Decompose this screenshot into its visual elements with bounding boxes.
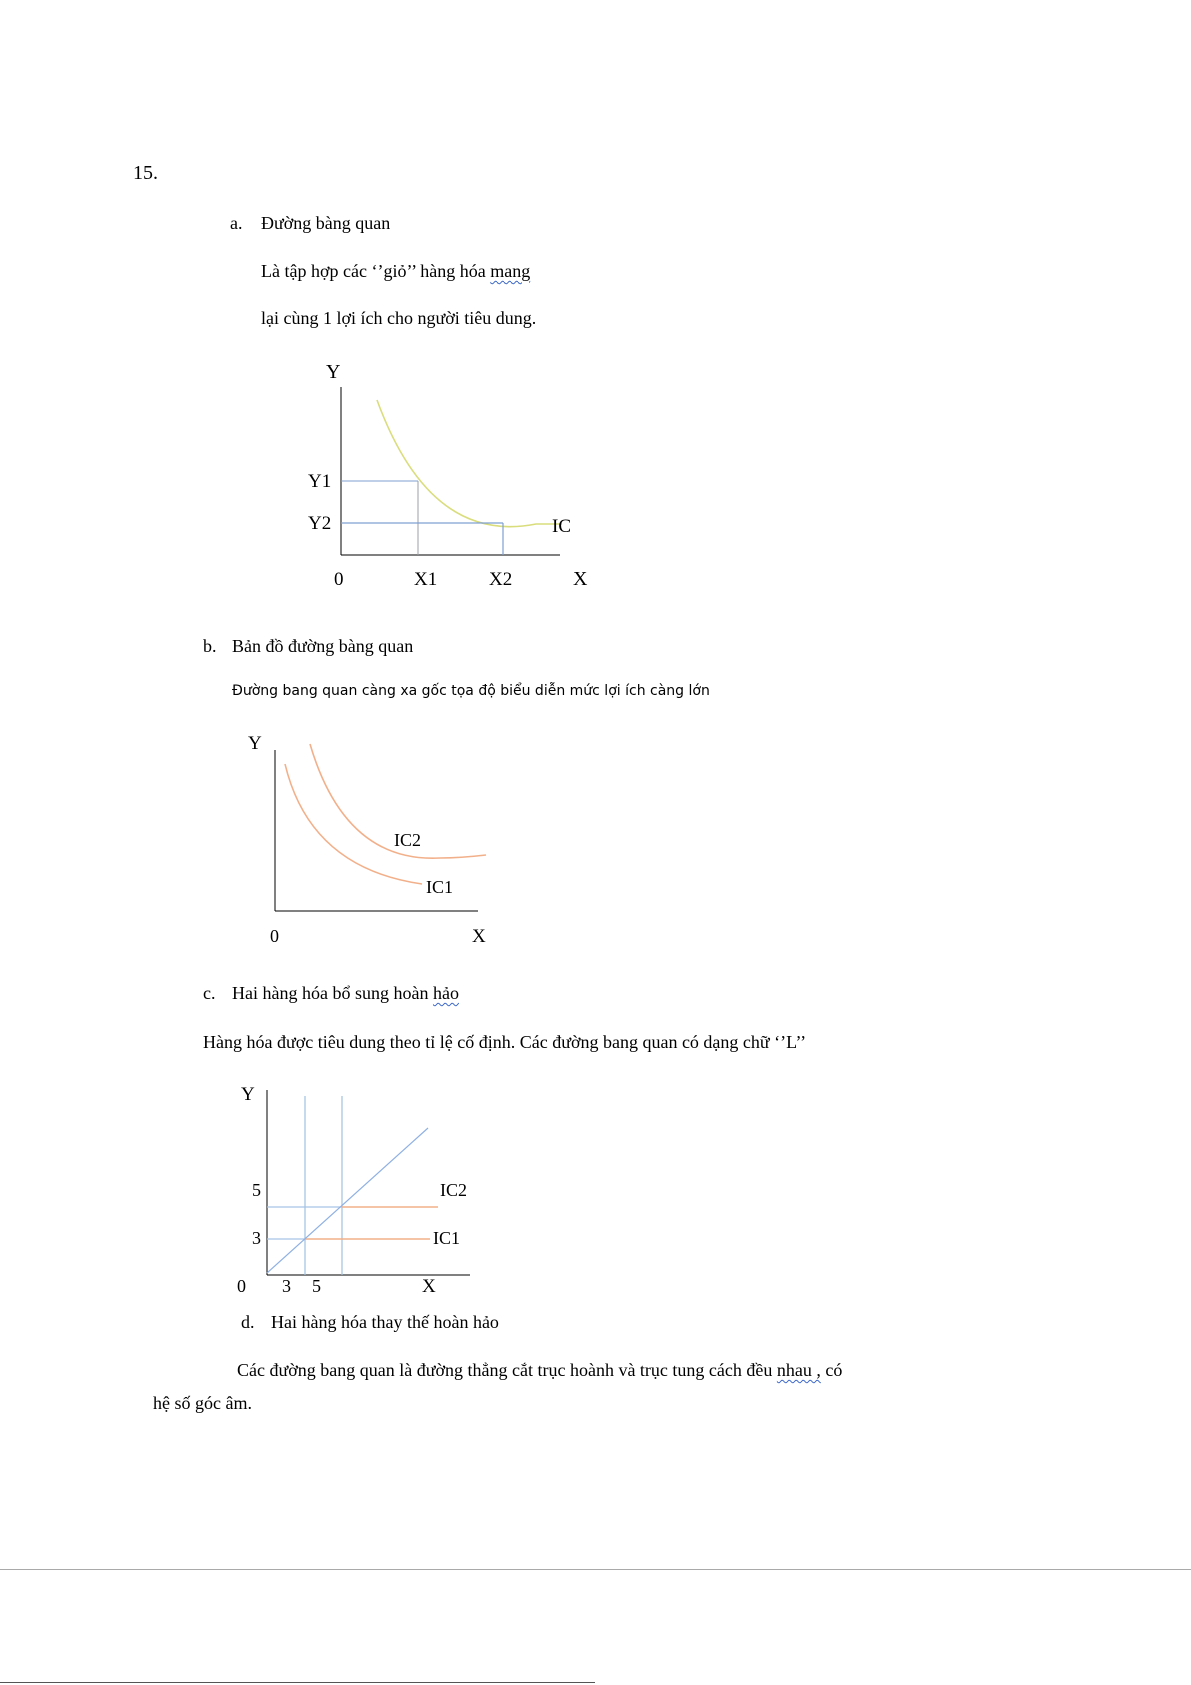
indifference-curve-chart bbox=[290, 355, 600, 595]
y-axis-label: Y bbox=[241, 1084, 255, 1105]
indifference-curve-ic bbox=[377, 400, 562, 527]
origin-label: 0 bbox=[237, 1276, 246, 1296]
section-d-body-line1-text: Các đường bang quan là đường thẳng cắt trục hoành và trục tung cách đều bbox=[237, 1360, 777, 1380]
origin-label: 0 bbox=[270, 926, 279, 946]
spellcheck-underlined-word: nhau , bbox=[776, 1360, 821, 1380]
section-d-letter: d. bbox=[241, 1312, 255, 1332]
expansion-ray bbox=[267, 1128, 428, 1273]
section-a-body-line2: lại cùng 1 lợi ích cho người tiêu dung. bbox=[261, 308, 537, 328]
y-axis-label: Y bbox=[248, 733, 262, 754]
x-axis-label: X bbox=[573, 568, 588, 590]
section-a-heading: Đường bàng quan bbox=[261, 213, 391, 233]
origin-label: 0 bbox=[334, 569, 344, 590]
section-b-heading: Bản đồ đường bàng quan bbox=[232, 636, 414, 656]
section-c-letter: c. bbox=[203, 983, 216, 1003]
y-tick-y1: Y1 bbox=[308, 471, 332, 492]
x-axis-label: X bbox=[422, 1276, 436, 1297]
y-axis-label: Y bbox=[326, 361, 341, 383]
x-tick-5: 5 bbox=[312, 1276, 321, 1296]
x-axis-label: X bbox=[472, 926, 486, 947]
curve-label-ic: IC bbox=[552, 516, 571, 537]
section-d-body-line1 bbox=[237, 1361, 842, 1379]
page-break-divider bbox=[0, 1569, 1191, 1570]
x-tick-x2: X2 bbox=[489, 569, 513, 590]
section-a-letter: a. bbox=[230, 213, 243, 233]
section-d-heading: Hai hàng hóa thay thế hoàn hảo bbox=[271, 1312, 499, 1332]
section-d-body-line1-tail: có bbox=[820, 1360, 843, 1380]
footnote-separator bbox=[0, 1682, 595, 1683]
curve-label-ic1: IC1 bbox=[433, 1228, 460, 1248]
indifference-curve-ic1 bbox=[285, 764, 422, 884]
perfect-complements-chart bbox=[225, 1078, 485, 1300]
section-c-heading bbox=[232, 984, 459, 1002]
section-c-heading-text: Hai hàng hóa bổ sung hoàn bbox=[232, 983, 433, 1003]
curve-label-ic1: IC1 bbox=[426, 877, 453, 897]
section-a-body-line1-text: Là tập hợp các ‘’giỏ’’ hàng hóa bbox=[261, 261, 491, 281]
x-tick-3: 3 bbox=[282, 1276, 291, 1296]
spellcheck-underlined-word: mang bbox=[490, 261, 531, 281]
section-c-body: Hàng hóa được tiêu dung theo tỉ lệ cố định. Các đường bang quan có dạng chữ ‘’L’’ bbox=[203, 1032, 807, 1052]
y-tick-y2: Y2 bbox=[308, 513, 332, 534]
section-b-letter: b. bbox=[203, 636, 217, 656]
curve-label-ic2: IC2 bbox=[394, 830, 421, 850]
section-a-body-line1 bbox=[261, 262, 530, 280]
x-tick-x1: X1 bbox=[414, 569, 438, 590]
y-tick-5: 5 bbox=[252, 1180, 261, 1200]
section-b-body: Đường bang quan càng xa gốc tọa độ biểu diễn mức lợi ích càng lớn bbox=[232, 683, 710, 699]
y-tick-3: 3 bbox=[252, 1228, 261, 1248]
spellcheck-underlined-word: hảo bbox=[432, 983, 459, 1003]
indifference-map-chart bbox=[240, 728, 500, 948]
section-d-body-line2: hệ số góc âm. bbox=[153, 1393, 252, 1413]
curve-label-ic2: IC2 bbox=[440, 1180, 467, 1200]
question-number: 15. bbox=[133, 162, 158, 184]
